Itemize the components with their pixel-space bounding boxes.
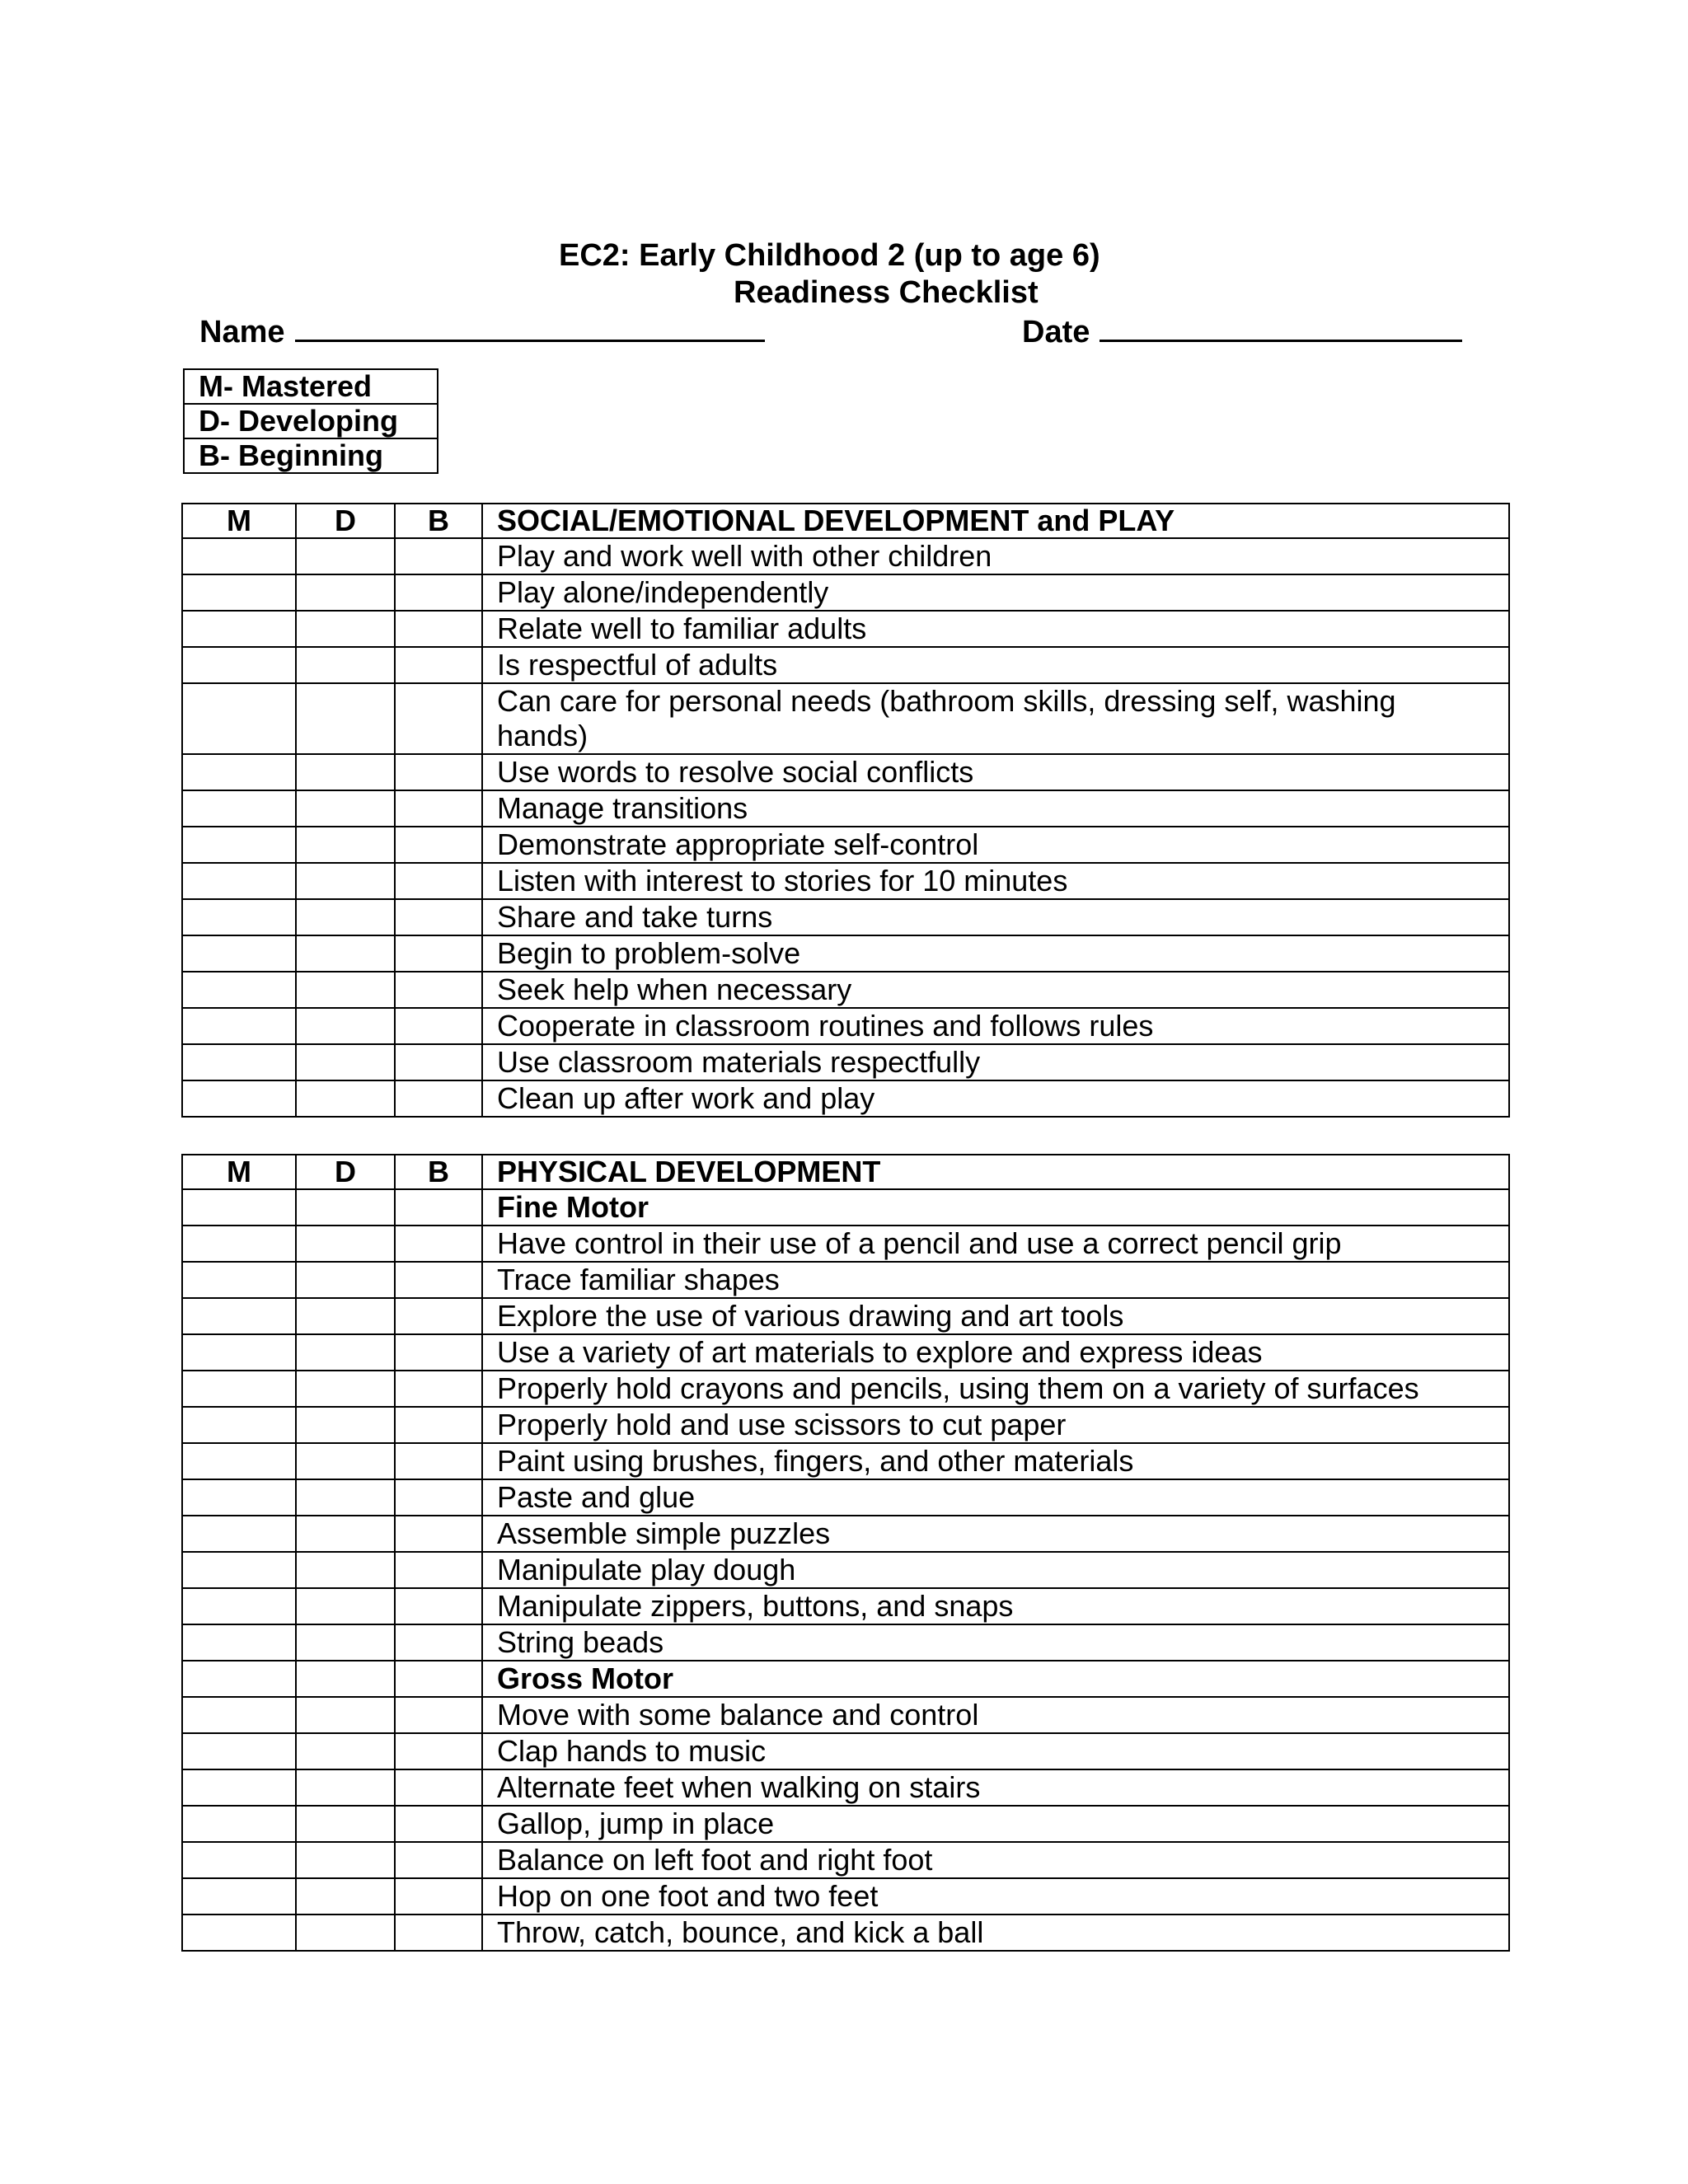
rating-cell-b[interactable]	[395, 1842, 482, 1878]
table-row	[182, 1371, 1509, 1407]
column-header-b: B	[395, 1155, 482, 1189]
skill-item: Play and work well with other children	[482, 538, 1509, 574]
rating-cell-m[interactable]	[182, 863, 296, 899]
rating-cell-m[interactable]	[182, 1371, 296, 1407]
rating-cell-m[interactable]	[182, 790, 296, 827]
rating-cell-b[interactable]	[395, 1407, 482, 1443]
section-heading: PHYSICAL DEVELOPMENT	[482, 1155, 1509, 1189]
skill-item: Clean up after work and play	[482, 1080, 1509, 1117]
skill-item: Seek help when necessary	[482, 972, 1509, 1008]
rating-cell-b[interactable]	[395, 1262, 482, 1298]
column-header-m: M	[182, 504, 296, 538]
document-title: EC2: Early Childhood 2 (up to age 6)	[559, 238, 1100, 273]
rating-cell-d[interactable]	[296, 538, 395, 574]
rating-cell-d[interactable]	[296, 1080, 395, 1117]
rating-cell-b[interactable]	[395, 1479, 482, 1516]
rating-cell-d[interactable]	[296, 827, 395, 863]
rating-cell-m[interactable]	[182, 1407, 296, 1443]
rating-cell-b[interactable]	[395, 1624, 482, 1661]
rating-cell-d[interactable]	[296, 1443, 395, 1479]
rating-cell-d[interactable]	[296, 1842, 395, 1878]
name-line	[199, 312, 765, 350]
table-row	[182, 1516, 1509, 1552]
skill-item: Listen with interest to stories for 10 minutes	[482, 863, 1509, 899]
skill-item: Have control in their use of a pencil and use a correct pencil grip	[482, 1226, 1509, 1262]
table-row	[182, 574, 1509, 611]
rating-cell-d	[296, 1189, 395, 1226]
skill-item: Properly hold crayons and pencils, using them on a variety of surfaces	[482, 1371, 1509, 1407]
skill-item: Use words to resolve social conflicts	[482, 754, 1509, 790]
skill-item: Explore the use of various drawing and art tools	[482, 1298, 1509, 1334]
table-row	[182, 1769, 1509, 1806]
rating-cell-m[interactable]	[182, 1262, 296, 1298]
table-row	[182, 790, 1509, 827]
social-emotional-table	[181, 503, 1510, 1118]
skill-item: Manipulate zippers, buttons, and snaps	[482, 1588, 1509, 1624]
table-row	[182, 972, 1509, 1008]
legend-beginning: B- Beginning	[184, 438, 438, 473]
table-row	[182, 1842, 1509, 1878]
rating-cell-b[interactable]	[395, 683, 482, 754]
legend-mastered: M- Mastered	[184, 369, 438, 404]
rating-cell-b[interactable]	[395, 1443, 482, 1479]
table-header-row	[182, 504, 1509, 538]
table-row	[182, 1443, 1509, 1479]
skill-item: Balance on left foot and right foot	[482, 1842, 1509, 1878]
table-row	[182, 1008, 1509, 1044]
rating-cell-d[interactable]	[296, 1479, 395, 1516]
rating-cell-d[interactable]	[296, 899, 395, 935]
rating-cell-m[interactable]	[182, 1806, 296, 1842]
rating-cell-b[interactable]	[395, 611, 482, 647]
skill-item: Throw, catch, bounce, and kick a ball	[482, 1915, 1509, 1951]
rating-cell-b[interactable]	[395, 972, 482, 1008]
rating-cell-m[interactable]	[182, 1697, 296, 1733]
rating-cell-d[interactable]	[296, 1697, 395, 1733]
table-row	[182, 899, 1509, 935]
rating-cell-m[interactable]	[182, 1479, 296, 1516]
rating-cell-b	[395, 1189, 482, 1226]
rating-cell-d[interactable]	[296, 1769, 395, 1806]
rating-cell-b[interactable]	[395, 790, 482, 827]
table-row	[182, 1661, 1509, 1697]
rating-cell-m[interactable]	[182, 574, 296, 611]
rating-cell-d[interactable]	[296, 683, 395, 754]
rating-cell-m[interactable]	[182, 1080, 296, 1117]
rating-cell-d[interactable]	[296, 1588, 395, 1624]
rating-cell-b[interactable]	[395, 1552, 482, 1588]
rating-cell-m[interactable]	[182, 899, 296, 935]
table-row	[182, 1552, 1509, 1588]
rating-cell-b[interactable]	[395, 1044, 482, 1080]
table-row	[182, 1044, 1509, 1080]
subsection-heading: Gross Motor	[482, 1661, 1509, 1697]
rating-cell-b[interactable]	[395, 754, 482, 790]
rating-cell-d	[296, 1661, 395, 1697]
skill-item: String beads	[482, 1624, 1509, 1661]
skill-item: Cooperate in classroom routines and follows rules	[482, 1008, 1509, 1044]
table-row	[182, 1733, 1509, 1769]
rating-cell-b[interactable]	[395, 1769, 482, 1806]
rating-cell-b[interactable]	[395, 1516, 482, 1552]
table-row	[182, 1878, 1509, 1915]
column-header-d: D	[296, 1155, 395, 1189]
legend-developing: D- Developing	[184, 404, 438, 438]
rating-cell-m[interactable]	[182, 972, 296, 1008]
rating-cell-b[interactable]	[395, 899, 482, 935]
table-row	[182, 1588, 1509, 1624]
table-row	[182, 538, 1509, 574]
skill-item: Use a variety of art materials to explore and express ideas	[482, 1334, 1509, 1371]
rating-cell-m[interactable]	[182, 1733, 296, 1769]
skill-item: Manipulate play dough	[482, 1552, 1509, 1588]
rating-cell-m	[182, 1661, 296, 1697]
rating-cell-b[interactable]	[395, 863, 482, 899]
rating-cell-d[interactable]	[296, 1226, 395, 1262]
rating-cell-b[interactable]	[395, 1371, 482, 1407]
rating-cell-d[interactable]	[296, 935, 395, 972]
rating-cell-m[interactable]	[182, 1298, 296, 1334]
table-row	[182, 935, 1509, 972]
rating-cell-m[interactable]	[182, 1769, 296, 1806]
table-row	[182, 1479, 1509, 1516]
table-row	[182, 827, 1509, 863]
table-row	[182, 1262, 1509, 1298]
table-row	[182, 1915, 1509, 1951]
rating-cell-m[interactable]	[182, 1226, 296, 1262]
rating-cell-m[interactable]	[182, 1008, 296, 1044]
name-label: Name	[199, 315, 285, 349]
rating-cell-m[interactable]	[182, 1588, 296, 1624]
rating-cell-d[interactable]	[296, 647, 395, 683]
rating-cell-b[interactable]	[395, 1697, 482, 1733]
table-row	[182, 754, 1509, 790]
rating-cell-m[interactable]	[182, 1878, 296, 1915]
rating-cell-b[interactable]	[395, 1878, 482, 1915]
physical-development-table	[181, 1154, 1510, 1952]
skill-item: Begin to problem-solve	[482, 935, 1509, 972]
skill-item: Clap hands to music	[482, 1733, 1509, 1769]
table-row	[182, 1298, 1509, 1334]
table-header-row	[182, 1155, 1509, 1189]
rating-cell-d[interactable]	[296, 1334, 395, 1371]
rating-cell-b[interactable]	[395, 574, 482, 611]
rating-cell-m[interactable]	[182, 683, 296, 754]
rating-cell-d[interactable]	[296, 1516, 395, 1552]
rating-cell-m[interactable]	[182, 1552, 296, 1588]
subsection-heading: Fine Motor	[482, 1189, 1509, 1226]
skill-item: Can care for personal needs (bathroom skills, dressing self, washing hands)	[482, 683, 1509, 754]
skill-item: Properly hold and use scissors to cut paper	[482, 1407, 1509, 1443]
rating-cell-d[interactable]	[296, 1371, 395, 1407]
table-row	[182, 863, 1509, 899]
skill-item: Gallop, jump in place	[482, 1806, 1509, 1842]
rating-cell-m[interactable]	[182, 1516, 296, 1552]
rating-cell-d[interactable]	[296, 1878, 395, 1915]
rating-cell-b[interactable]	[395, 1733, 482, 1769]
rating-cell-d[interactable]	[296, 1262, 395, 1298]
table-row	[182, 1189, 1509, 1226]
skill-item: Hop on one foot and two feet	[482, 1878, 1509, 1915]
table-row	[182, 1334, 1509, 1371]
name-field[interactable]	[295, 312, 765, 342]
rating-cell-m[interactable]	[182, 1842, 296, 1878]
skill-item: Trace familiar shapes	[482, 1262, 1509, 1298]
rating-cell-m[interactable]	[182, 827, 296, 863]
skill-item: Alternate feet when walking on stairs	[482, 1769, 1509, 1806]
skill-item: Assemble simple puzzles	[482, 1516, 1509, 1552]
rating-cell-b[interactable]	[395, 1008, 482, 1044]
skill-item: Demonstrate appropriate self-control	[482, 827, 1509, 863]
rating-cell-m[interactable]	[182, 647, 296, 683]
date-field[interactable]	[1100, 312, 1462, 342]
rating-cell-d[interactable]	[296, 790, 395, 827]
rating-cell-b[interactable]	[395, 647, 482, 683]
column-header-b: B	[395, 504, 482, 538]
rating-cell-d[interactable]	[296, 1733, 395, 1769]
rating-cell-m	[182, 1189, 296, 1226]
rating-cell-m[interactable]	[182, 1915, 296, 1951]
rating-cell-m[interactable]	[182, 1334, 296, 1371]
section-heading: SOCIAL/EMOTIONAL DEVELOPMENT and PLAY	[482, 504, 1509, 538]
table-row	[182, 1226, 1509, 1262]
rating-cell-d[interactable]	[296, 1008, 395, 1044]
document-subtitle: Readiness Checklist	[734, 275, 1039, 310]
table-row	[182, 683, 1509, 754]
rating-cell-d[interactable]	[296, 1044, 395, 1080]
skill-item: Relate well to familiar adults	[482, 611, 1509, 647]
rating-cell-d[interactable]	[296, 1552, 395, 1588]
skill-item: Manage transitions	[482, 790, 1509, 827]
rating-cell-d[interactable]	[296, 1407, 395, 1443]
rating-cell-m[interactable]	[182, 611, 296, 647]
rating-legend	[183, 368, 438, 474]
rating-cell-d[interactable]	[296, 1806, 395, 1842]
rating-cell-d[interactable]	[296, 863, 395, 899]
rating-cell-b[interactable]	[395, 1806, 482, 1842]
skill-item: Is respectful of adults	[482, 647, 1509, 683]
rating-cell-b[interactable]	[395, 538, 482, 574]
rating-cell-d[interactable]	[296, 754, 395, 790]
table-row	[182, 647, 1509, 683]
column-header-d: D	[296, 504, 395, 538]
rating-cell-d[interactable]	[296, 1624, 395, 1661]
rating-cell-b[interactable]	[395, 935, 482, 972]
rating-cell-b[interactable]	[395, 1334, 482, 1371]
rating-cell-m[interactable]	[182, 1044, 296, 1080]
rating-cell-m[interactable]	[182, 935, 296, 972]
rating-cell-b[interactable]	[395, 1298, 482, 1334]
rating-cell-d[interactable]	[296, 574, 395, 611]
skill-item: Use classroom materials respectfully	[482, 1044, 1509, 1080]
rating-cell-d[interactable]	[296, 972, 395, 1008]
skill-item: Paint using brushes, fingers, and other materials	[482, 1443, 1509, 1479]
date-label: Date	[1022, 315, 1090, 349]
rating-cell-d[interactable]	[296, 1298, 395, 1334]
rating-cell-d[interactable]	[296, 1915, 395, 1951]
skill-item: Share and take turns	[482, 899, 1509, 935]
rating-cell-b[interactable]	[395, 1080, 482, 1117]
rating-cell-b[interactable]	[395, 1226, 482, 1262]
rating-cell-b[interactable]	[395, 1915, 482, 1951]
table-row	[182, 1806, 1509, 1842]
table-row	[182, 1624, 1509, 1661]
table-row	[182, 611, 1509, 647]
rating-cell-m[interactable]	[182, 538, 296, 574]
rating-cell-m[interactable]	[182, 1624, 296, 1661]
column-header-m: M	[182, 1155, 296, 1189]
rating-cell-b[interactable]	[395, 827, 482, 863]
rating-cell-d[interactable]	[296, 611, 395, 647]
rating-cell-b	[395, 1661, 482, 1697]
rating-cell-b[interactable]	[395, 1588, 482, 1624]
skill-item: Move with some balance and control	[482, 1697, 1509, 1733]
rating-cell-m[interactable]	[182, 1443, 296, 1479]
skill-item: Paste and glue	[482, 1479, 1509, 1516]
date-line	[1022, 312, 1462, 350]
rating-cell-m[interactable]	[182, 754, 296, 790]
skill-item: Play alone/independently	[482, 574, 1509, 611]
table-row	[182, 1697, 1509, 1733]
table-row	[182, 1407, 1509, 1443]
table-row	[182, 1080, 1509, 1117]
